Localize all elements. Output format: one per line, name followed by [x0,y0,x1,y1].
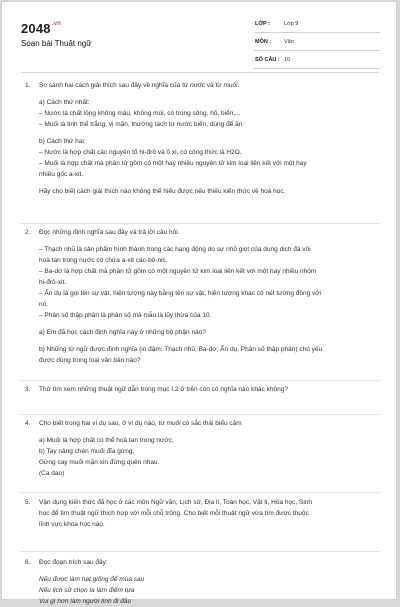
question-3 [25,384,375,395]
logo-suffix: .vn [51,21,62,27]
page-title: Soạn bài Thuật ngữ [21,39,92,48]
definition-line: hoà tan trong nước có chứa a-xit các-bô-nic. [39,257,168,264]
meta-row-count [254,51,380,69]
question-line: học để tìm thuật ngữ thích hợp với mỗi chỗ trống. Cho biết mỗi thuật ngữ vừa tìm được thuộc [39,510,309,517]
definition-line: – Thạch nhũ là sản phẩm hình thành trong các hang động do sự nhỏ giọt của dung dịch đá vôi [39,246,311,253]
poem-line: Nếu lịch sử chọn ta làm điểm tựa [39,587,135,594]
option-a-line: – Nước là chất lỏng không màu, không mùi, có trong sông, hồ, biển,... [39,110,241,117]
option-b-line: – Nước là hợp chất các nguyên tố hi-đrô và ô xi, có công thức là H2O. [39,149,242,156]
question-line: Vận dụng kiến thức đã học ở các môn Ngữ văn, Lịch sử, Địa lí, Toán học, Vật lí, Hóa học, Sinh [39,499,313,506]
example-line: a) Muối là hợp chất có thể hoà tan trong nước. [39,437,174,444]
meta-label: SỐ CÂU : [255,57,280,63]
definition-line: – Ẩn dụ là gọi tên sự vật, hiện tượng này bằng tên sự vật, hiện tượng khác có nét tương đồng với [39,290,322,297]
example-line: (Ca dao) [39,470,65,477]
poem-line: Vui gì hơn làm người lính đi đầu [39,598,132,605]
definition-line: hi-đrô-xit. [39,279,67,286]
header-divider [21,72,379,73]
question-intro: So sánh hai cách giải thích sau đây về nghĩa của từ nước và từ muối. [39,82,240,89]
example-line: b) Tay nâng chén muối đĩa gừng, [39,448,135,455]
option-a-line: – Muối là tinh thể trắng, vị mặn, thường tách từ nước biển, dùng để ăn [39,121,243,128]
question-divider [21,492,379,493]
question-6 [25,557,375,607]
option-a-title: a) Cách thứ nhất: [39,99,90,106]
meta-label: MÔN : [255,39,272,45]
meta-table [254,15,380,69]
question-2 [25,227,375,366]
document-page [1,1,397,605]
poem-line: Nếu được làm hạt giống để mùa sau [39,576,145,583]
question-intro: Đọc đoạn trích sau đây: [39,559,108,566]
definition-line: – Phân số thập phân là phân số mà mẫu là lũy thừa của 10. [39,312,212,319]
question-divider [21,414,379,415]
sub-question-a: a) Em đã học cách định nghĩa này ở những bộ phận nào? [39,329,206,336]
question-number: 2. [25,229,31,236]
question-number: 6. [25,559,31,566]
sub-question-b: được dùng trong loại văn bản nào? [39,357,141,364]
question-divider [21,223,379,224]
question-4 [25,418,375,479]
sub-question-b: b) Những từ ngữ được định nghĩa (in đậm: Thạch nhũ, Ba-dơ, Ẩn dụ, Phân số thập phân) chủ yếu [39,346,323,353]
question-divider [21,551,379,552]
question-intro: Đọc những định nghĩa sau đây và trả lời câu hỏi. [39,229,180,236]
meta-value: Lớp 9 [284,21,299,27]
option-b-line: – Muối là hợp chất mà phân tử gồm có một hay nhiều nguyên tử kim loại liên kết với một hay [39,160,307,167]
question-number: 4. [25,420,31,427]
question-number: 5. [25,499,31,506]
question-prompt: Hãy cho biết cách giải thích nào không thể hiểu được nếu thiếu kiến thức về hoá học. [39,188,286,195]
option-b-title: b) Cách thứ hai: [39,138,86,145]
page-header [2,2,396,68]
logo-text: 2048 [21,21,51,36]
site-logo[interactable] [21,21,61,36]
definition-line: – Ba-dơ là hợp chất mà phân tử gồm có một nguyên tử kim loại liên kết với một hay nhiều nhóm [39,268,317,275]
example-line: Gừng cay muối mặn xin đừng quên nhau. [39,459,160,466]
option-b-line: nhiều gốc a-xit. [39,171,84,178]
meta-row-subject [254,33,380,51]
definition-line: nó. [39,301,49,308]
question-line: lĩnh vực khoa học nào. [39,521,105,528]
meta-value: Văn [284,39,294,45]
question-5 [25,497,375,530]
question-divider [21,380,379,381]
question-intro: Cho biết trong hai ví dụ sau, ở ví dụ nào, từ muối có sắc thái biểu cảm [39,420,242,427]
question-text: Thử tìm xem những thuật ngữ dẫn trong mục I.2 ở trên còn có nghĩa nào khác không? [39,386,288,393]
question-1 [25,80,375,197]
question-number: 3. [25,386,31,393]
meta-label: LỚP : [255,21,270,27]
meta-value: 10 [284,57,291,63]
meta-row-class [254,15,380,33]
question-number: 1. [25,82,31,89]
